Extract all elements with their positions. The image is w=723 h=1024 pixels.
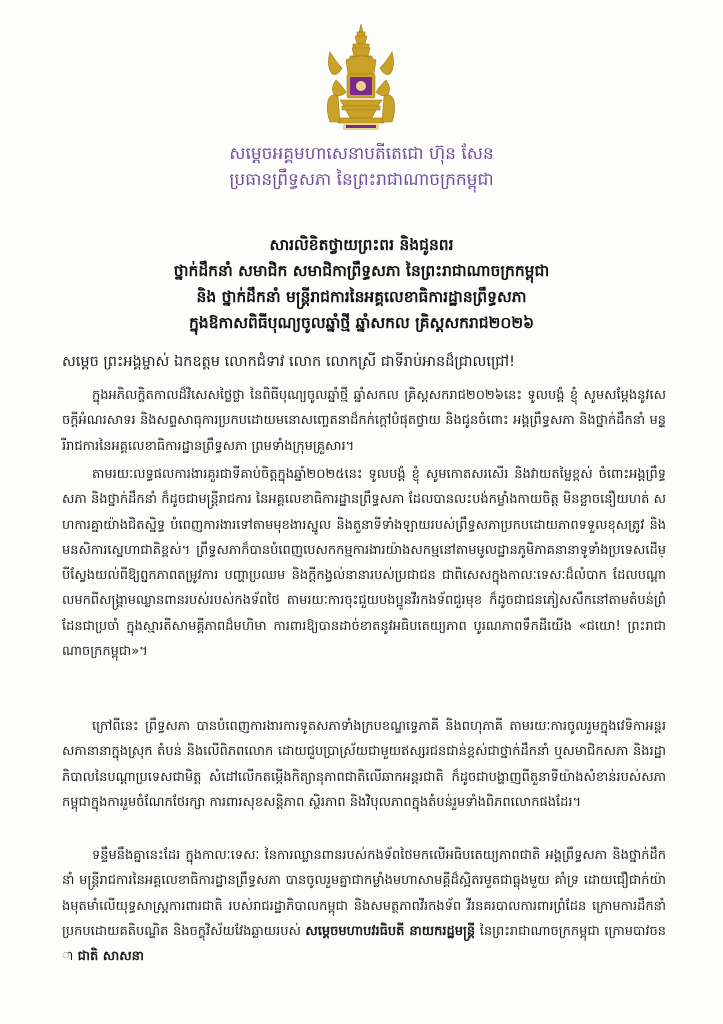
paragraph-4-bold-leader: សម្តេចមហាបវរធិបតី នាយករដ្ឋមន្ត្រី [305, 923, 476, 939]
paragraph-4-bold-motto: ជាតិ សាសនា [77, 949, 145, 965]
senate-emblem-icon [322, 22, 400, 132]
paragraph-4-text-a: ទន្ទឹមនឹងគ្នានេះដែរ ក្នុងកាលៈទេសៈ នៃការឈ្លានពានរបស់កងទ័ពថៃមកលើអធិបតេយ្យភាពជាតិ អង្គព្រឹទ្ធសភា និងថ្នាក់ដឹកនាំ មន្ត្រីរាជការនៃអគ្គលេខាធិការដ្ឋានព្រឹទ្ធសភា បានចូលរួមគ្នាជាកម្លាំងមហាសាមគ្គីដ៏ស្អិតរមួតជាធ្លុងមួយ គាំទ្រ ដោយជឿជាក់យ៉ាងមុតមាំលើយុទ្ធសាស្រ្តការពារជាតិ របស់រាជរដ្ឋាភិបាលកម្ពុជា និងសមត្ថភាពវីរកងទ័ព វីរនគរបាលការពារព្រំដែន ក្រោមការដឹកនាំប្រកបដោយគតិបណ្ឌិត និងចក្ខុវិស័យវែងឆ្ងាយរបស់ [62, 848, 666, 939]
letter-title-line-1: សារលិខិតថ្វាយព្រះពរ និងជូនពរ [269, 235, 454, 254]
letter-title-line-4: ក្នុងឱកាសពិធីបុណ្យចូលឆ្នាំថ្មី ឆ្នាំសកល គ្រិស្តសករាជ២០២៦ [188, 313, 535, 332]
paragraph-2: តាមរយៈលទ្ធផលការងារគួរជាទីគាប់ចិត្តក្នុងឆ្នាំ២០២៥នេះ ទូលបង្គំ ខ្ញុំ សូមកោតសរសើរ និងវាយតម្លៃខ្ពស់ ចំពោះអង្គព្រឹទ្ធសភា និងថ្នាក់ដឹកនាំ ក៏ដូចជាមន្ត្រីរាជការ នៃអគ្គលេខាធិការដ្ឋានព្រឹទ្ធសភា ដែលបានលះបង់កម្លាំងកាយចិត្ត មិនខ្លាចនឿយហត់ សហការគ្នាយ៉ាងជិតស្និទ្ធ បំពេញការងារទៅតាមមុខងារស្នូល និងតួនាទីទាំងឡាយរបស់ព្រឹទ្ធសភាប្រកបដោយភាពទទួលខុសត្រូវ និងមនសិការស្នេហាជាតិខ្ពស់។ ព្រឹទ្ធសភាក៏បានបំពេញបេសកកម្មការងារយ៉ាងសកម្មនៅតាមមូលដ្ឋានភូមិភាគនានាទូទាំងប្រទេសដើម្បីស្វែងយល់ពីឱ្យព្នកភាពតម្រូវការ បញ្ហាប្រឈម និងក្តីកង្វល់នានារបស់ប្រជាជន ជាពិសេសក្នុងកាលៈទេសៈដ៏លំបាក ដែលបណ្តាលមកពីសង្គ្រាមឈ្លានពានរបស់របស់កងទ័ពថៃ តាមរយៈការចុះជួយបងប្អូនវីរកងទ័ពជួរមុខ ក៏ដូចជាជនភៀសសឹកនៅតាមតំបន់ព្រំដែនជាប្រចាំ ក្នុងស្មារតីសាមគ្គីភាពដ៏មហិមា ការពារឱ្យបានដាច់ខាតនូវអធិបតេយ្យភាព បូរណភាពទឹកដីយើង «ជយោ! ព្រះរាជាណាចក្រកម្ពុជា»។ [62, 467, 666, 660]
paragraph-4-text-b: នៃព្រះរាជាណាចក្រកម្ពុជា ក្រោមបាវចនា [62, 923, 666, 965]
letter-title-line-3: និង ថ្នាក់ដឹកនាំ មន្ត្រីរាជការនៃអគ្គលេខាធិការដ្ឋានព្រឹទ្ធសភា [196, 287, 527, 306]
sender-name: សម្តេចអគ្គមហាសេនាបតីតេជោ ហ៊ុន សែន [229, 144, 494, 164]
letter-title-line-2: ថ្នាក់ដឹកនាំ សមាជិក សមាជិកាព្រឹទ្ធសភា នៃព្រះរាជាណាចក្រកម្ពុជា [173, 261, 550, 280]
salutation: សម្តេច ព្រះអង្គម្ចាស់ ឯកឧត្តម លោកជំទាវ លោក លោកស្រី ជាទីរាប់អានដ៏ជ្រាលជ្រៅ! [62, 354, 515, 370]
paragraph-4 [62, 843, 666, 969]
sender-title: ប្រធានព្រឹទ្ធសភា នៃព្រះរាជាណាចក្រកម្ពុជា [229, 170, 494, 190]
paragraph-3: ក្រៅពីនេះ ព្រឹទ្ធសភា បានបំពេញការងារការទូតសភាទាំងក្របខណ្ឌទ្វេភាគី និងពហុភាគី តាមរយៈការចូលរួមក្នុងវេទិកាអន្តរសភានានាក្នុងស្រុក តំបន់ និងលើពិភពលោក ដោយជួបប្រាស្រ័យជាមួយឥស្សរជនជាន់ខ្ពស់ជាថ្នាក់ដឹកនាំ ឬសមាជិកសភា និងរដ្ឋាភិបាលនៃបណ្តាប្រទេសជាមិត្ត សំដៅលើកតម្កើងកិត្យានុភាពជាតិលើឆាកអន្តរជាតិ ក៏ដូចជាបង្ហាញពីតួនាទីយ៉ាងសំខាន់របស់សភាកម្ពុជាក្នុងការរួមចំណែកថែរក្សា ការពារសុខសន្តិភាព ស្ថិរភាព និងវិបុលភាពក្នុងតំបន់រួមទាំងពិភពលោកផងដែរ។ [62, 719, 666, 810]
paragraph-1: ក្នុងអភិលក្ខិតកាលដ៏វិសេសថ្លៃថ្លា នៃពិធីបុណ្យចូលឆ្នាំថ្មី ឆ្នាំសកល គ្រិស្តសករាជ២០២៦នេះ ទូលបង្គំ ខ្ញុំ សូមសម្តែងនូវសេចក្តីអំណរសាទរ និងសព្ទសាធុការប្រកបដោយមនោសញ្ចេតនាដ៏កក់ក្តៅបំផុតថ្វាយ និងជូនចំពោះ អង្គព្រឹទ្ធសភា និងថ្នាក់ដឹកនាំ មន្ត្រីរាជការនៃអគ្គលេខាធិការដ្ឋានព្រឹទ្ធសភា ព្រមទាំងក្រុមគ្រួសារ។ [62, 388, 666, 454]
